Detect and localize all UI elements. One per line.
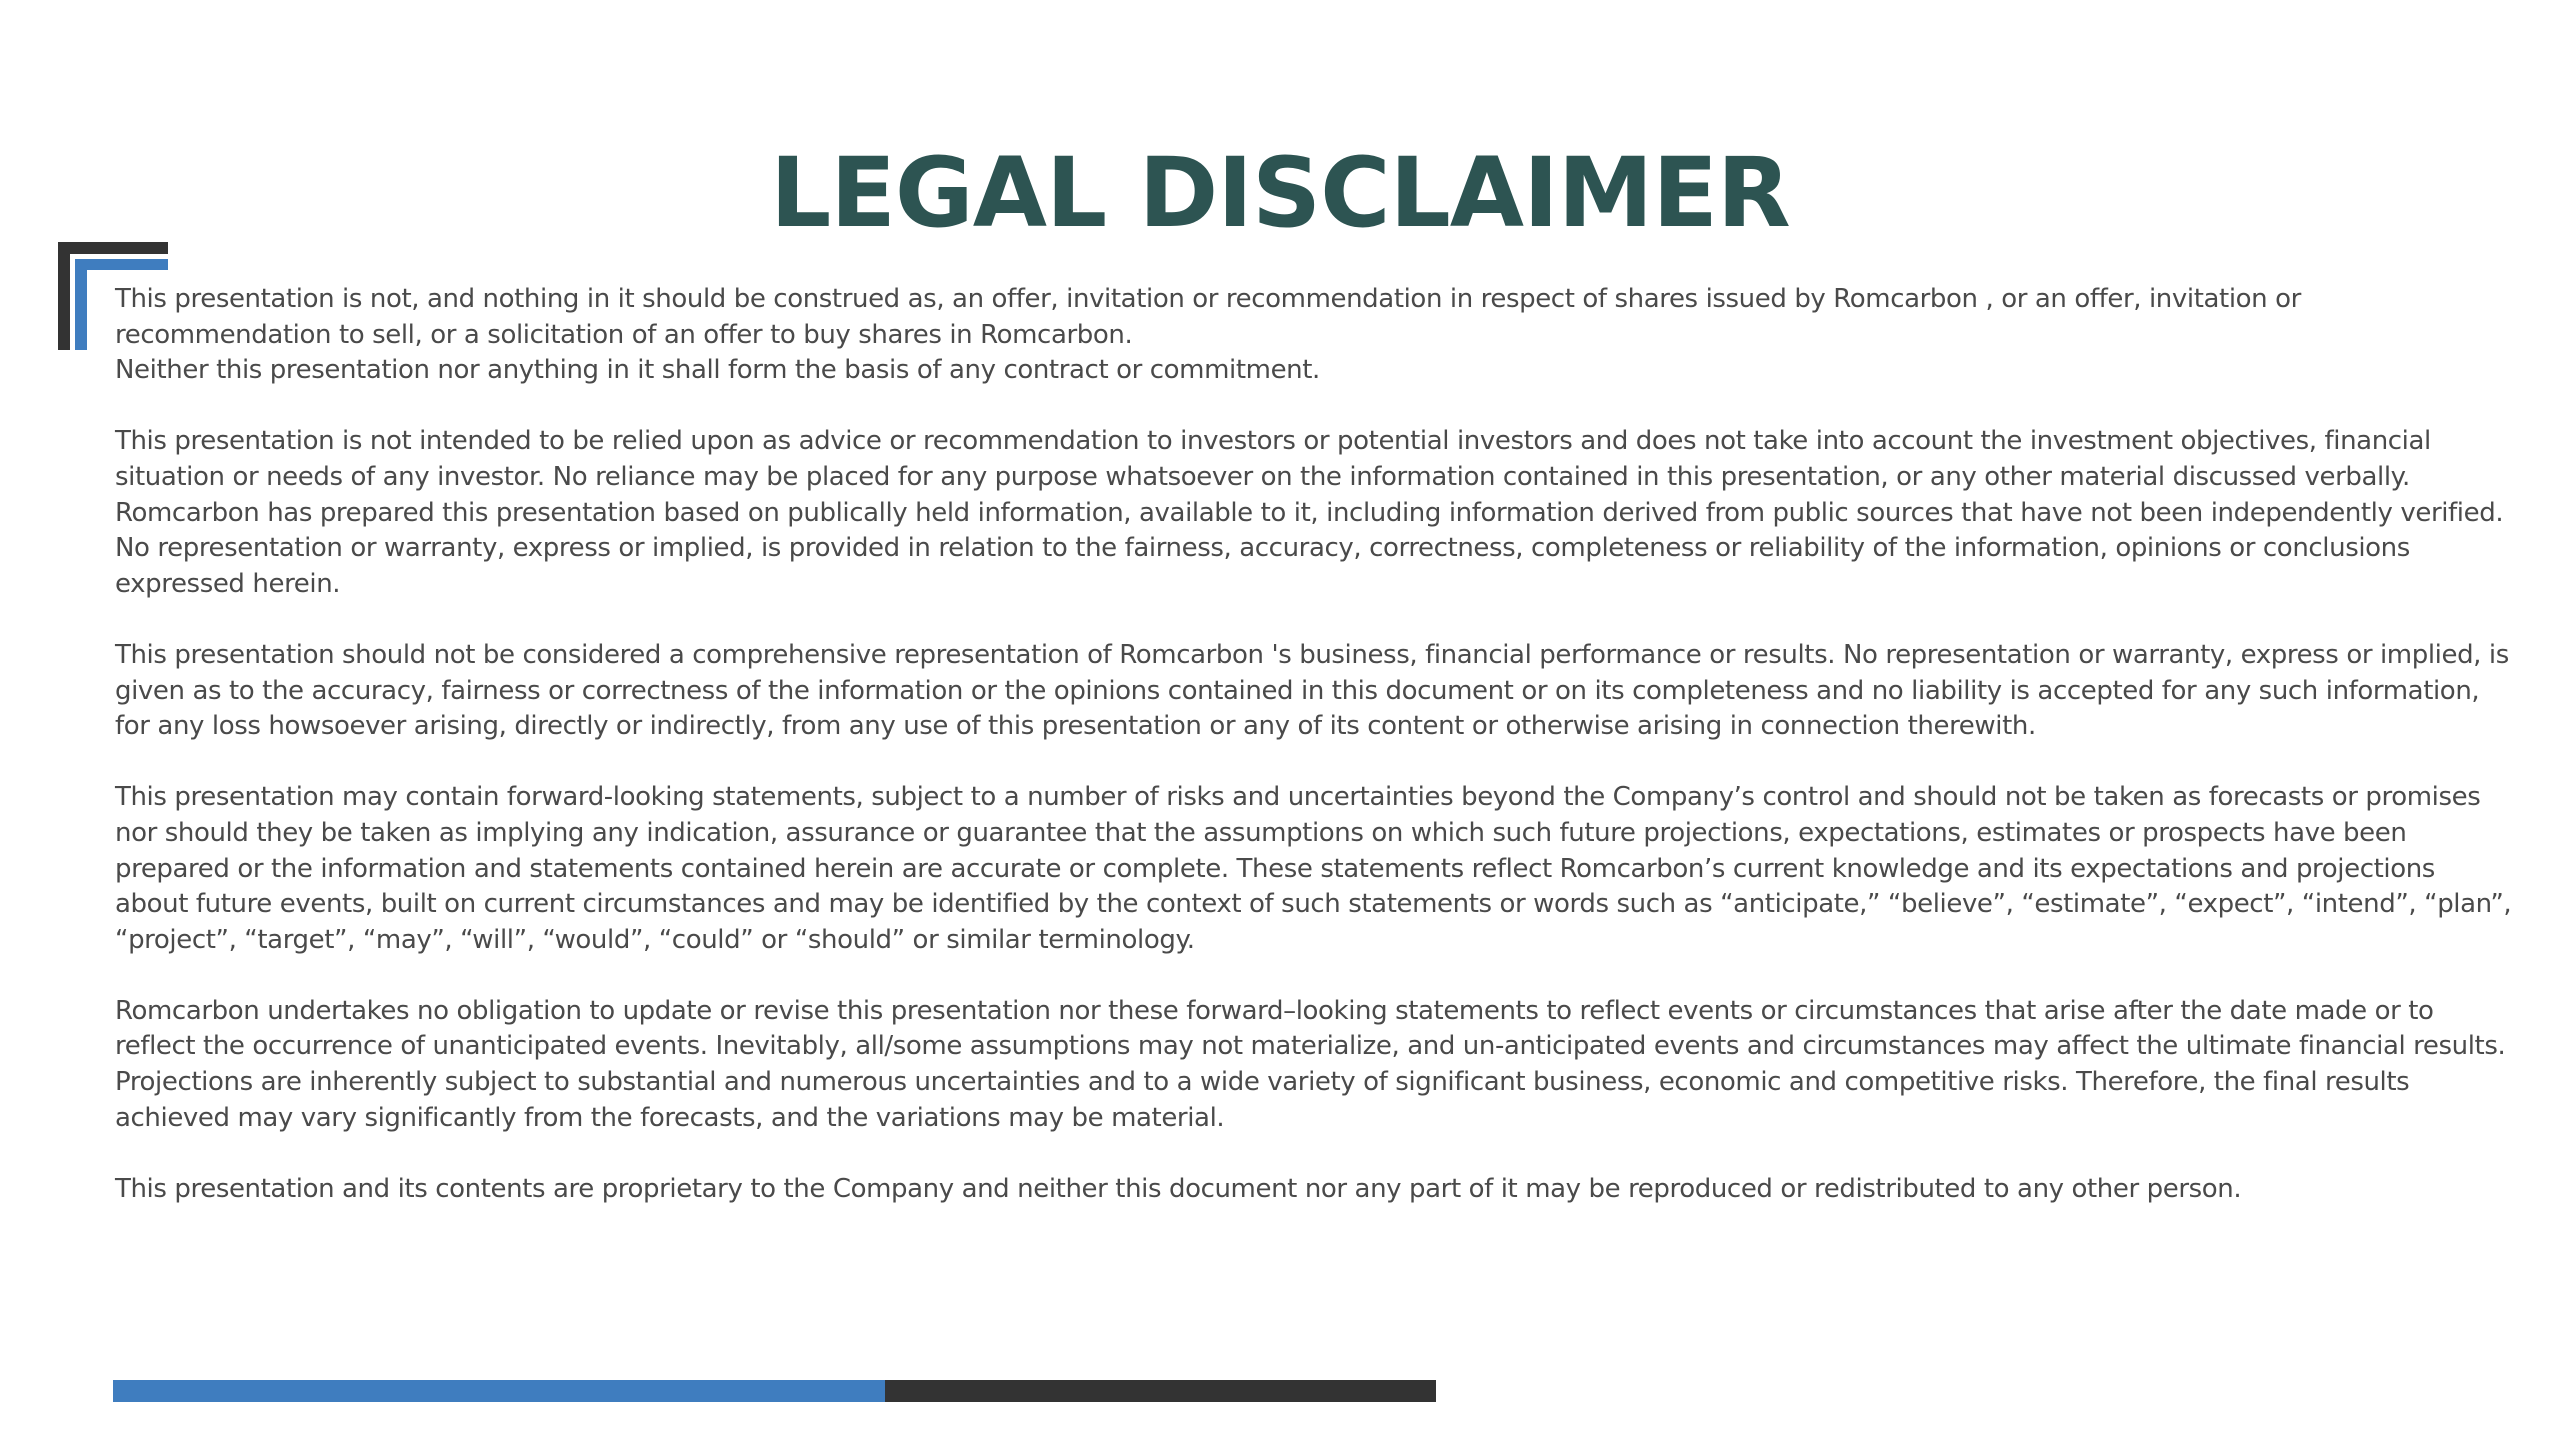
- paragraph-spacer: [115, 389, 2515, 425]
- paragraph-spacer: [115, 745, 2515, 781]
- disclaimer-paragraph-contract: Neither this presentation nor anything in it shall form the basis of any contract or commitment.: [115, 355, 1320, 386]
- disclaimer-paragraph-sources: Romcarbon has prepared this presentation based on publically held information, available to it, including information derived from public sources that have not been independently verified. No representation or warranty, express or implied, is provided in relation to the fairness, accuracy, correctness, completeness or reliability of the information, opinions or conclusions expressed herein.: [115, 497, 2504, 599]
- disclaimer-paragraph-forward-looking: This presentation may contain forward-looking statements, subject to a number of risks and uncertainties beyond the Company’s control and should not be taken as forecasts or promises nor should they be taken as implying any indication, assurance or guarantee that the assumptions on which such future projections, expectations, estimates or prospects have been prepared or the information and statements contained herein are accurate or complete. These statements reflect Romcarbon’s current knowledge and its expectations and projections about future events, built on current circumstances and may be identified by the context of such statements or words such as “anticipate,” “believe”, “estimate”, “expect”, “intend”, “plan”, “project”, “target”, “may”, “will”, “would”, “could” or “should” or similar terminology.: [115, 782, 2512, 955]
- disclaimer-body: [115, 282, 2515, 1207]
- corner-bracket-dark-vertical: [58, 242, 70, 350]
- disclaimer-paragraph-proprietary: This presentation and its contents are proprietary to the Company and neither this document nor any part of it may be reproduced or redistributed to any other person.: [115, 1173, 2242, 1204]
- paragraph-spacer: [115, 1136, 2515, 1172]
- footer-bar-dark: [885, 1380, 1436, 1402]
- corner-bracket-dark-horizontal: [58, 242, 168, 254]
- page-title: LEGAL DISCLAIMER: [770, 137, 1790, 249]
- disclaimer-paragraph-offer: This presentation is not, and nothing in it should be construed as, an offer, invitation or recommendation in respect of shares issued by Romcarbon , or an offer, invitation or recommendation to sell, or a solicitation of an offer to buy shares in Romcarbon.: [115, 284, 2301, 350]
- disclaimer-paragraph-obligation: Romcarbon undertakes no obligation to update or revise this presentation nor these forward–looking statements to reflect events or circumstances that arise after the date made or to reflect the occurrence of unanticipated events. Inevitably, all/some assumptions may not materialize, and un-anticipated events and circumstances may affect the ultimate financial results. Projections are inherently subject to substantial and numerous uncertainties and to a wide variety of significant business, economic and competitive risks. Therefore, the final results achieved may vary significantly from the forecasts, and the variations may be material.: [115, 995, 2506, 1133]
- paragraph-spacer: [115, 602, 2515, 638]
- corner-bracket-blue-horizontal: [75, 259, 168, 270]
- footer-bar-blue: [113, 1380, 885, 1402]
- paragraph-spacer: [115, 958, 2515, 994]
- corner-bracket-blue-vertical: [75, 259, 87, 350]
- disclaimer-paragraph-representation: This presentation should not be considered a comprehensive representation of Romcarbon 's business, financial performance or results. No representation or warranty, express or implied, is given as to the accuracy, fairness or correctness of the information or the opinions contained in this document or on its completeness and no liability is accepted for any such information, for any loss howsoever arising, directly or indirectly, from any use of this presentation or any of its content or otherwise arising in connection therewith.: [115, 639, 2509, 742]
- disclaimer-paragraph-advice: This presentation is not intended to be relied upon as advice or recommendation to investors or potential investors and does not take into account the investment objectives, financial situation or needs of any investor. No reliance may be placed for any purpose whatsoever on the information contained in this presentation, or any other material discussed verbally.: [115, 426, 2431, 492]
